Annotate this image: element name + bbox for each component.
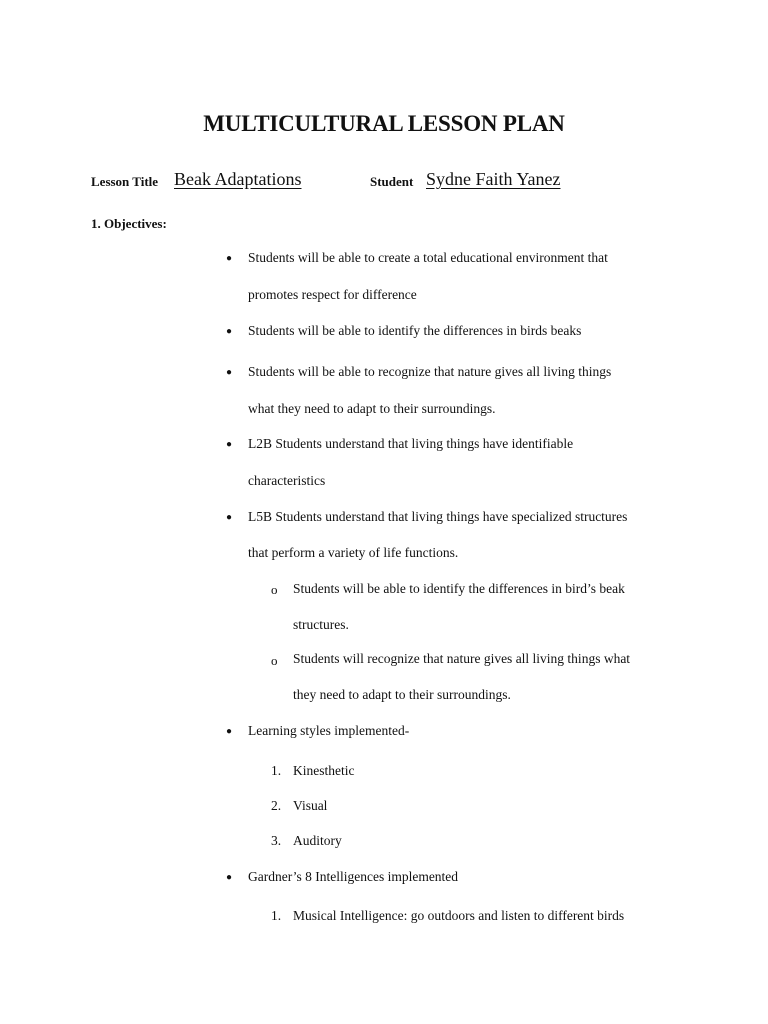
sub-objective-line: Students will recognize that nature gives all living things what (293, 651, 631, 666)
bullet-icon: ● (226, 367, 233, 378)
objective-line: Students will be able to identify the differences in birds beaks (248, 323, 582, 338)
objective-line: Students will be able to create a total educational environment that (248, 250, 608, 265)
bullet-icon: ● (226, 512, 233, 523)
intelligence-item: Musical Intelligence: go outdoors and listen to different birds (293, 908, 625, 923)
list-number: 1. (271, 908, 282, 923)
sub-objective-line: they need to adapt to their surroundings. (293, 687, 511, 702)
objective-line: characteristics (248, 473, 326, 488)
bullet-icon: ● (226, 872, 233, 883)
document-title: MULTICULTURAL LESSON PLAN (203, 111, 565, 136)
sub-bullet-marker: o (271, 653, 278, 668)
student-value: Sydne Faith Yanez (426, 169, 561, 189)
lesson-title-label: Lesson Title (91, 174, 159, 189)
sub-objective-line: structures. (293, 617, 349, 632)
learning-style-item: Auditory (293, 833, 342, 848)
intelligences-label: Gardner’s 8 Intelligences implemented (248, 869, 459, 884)
list-number: 3. (271, 833, 282, 848)
bullet-icon: ● (226, 439, 233, 450)
sub-objective-line: Students will be able to identify the differences in bird’s beak (293, 581, 625, 596)
list-number: 2. (271, 798, 282, 813)
objective-line: Students will be able to recognize that nature gives all living things (248, 364, 612, 379)
bullet-icon: ● (226, 253, 233, 264)
objective-line: that perform a variety of life functions. (248, 545, 459, 560)
objective-line: promotes respect for difference (248, 287, 417, 302)
learning-styles-label: Learning styles implemented- (248, 723, 410, 738)
bullet-icon: ● (226, 726, 233, 737)
student-label: Student (370, 174, 414, 189)
bullet-icon: ● (226, 326, 233, 337)
learning-style-item: Kinesthetic (293, 763, 355, 778)
list-number: 1. (271, 763, 282, 778)
objective-line: L2B Students understand that living things have identifiable (248, 436, 574, 451)
objective-line: L5B Students understand that living things have specialized structures (248, 509, 628, 524)
section-heading-objectives: 1. Objectives: (91, 216, 167, 231)
lesson-title-value: Beak Adaptations (174, 169, 302, 189)
sub-bullet-marker: o (271, 582, 278, 597)
objective-line: what they need to adapt to their surroundings. (248, 401, 496, 416)
learning-style-item: Visual (293, 798, 328, 813)
